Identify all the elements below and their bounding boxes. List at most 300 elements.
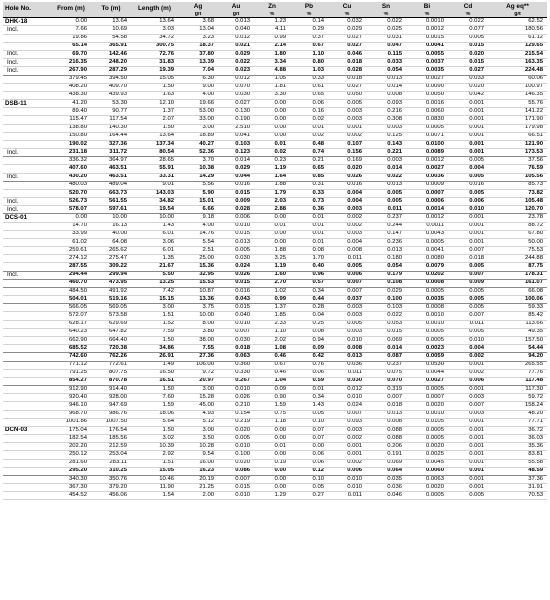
table-cell: 0.011 [328,369,366,377]
table-cell: 33.00 [178,116,218,124]
table-cell: 0.0044 [406,369,448,377]
table-cell: 0.005 [448,287,488,295]
hole-number-cell [3,377,51,385]
table-cell: 250.12 [51,451,91,459]
table-cell: 0.015 [218,304,254,312]
table-cell: 0.0010 [406,410,448,418]
table-cell: 742.60 [51,353,91,361]
table-cell: 0.005 [366,189,406,197]
table-cell: 0.001 [448,386,488,394]
table-cell: 178.31 [488,271,547,279]
table-cell: 0.010 [218,320,254,328]
table-cell: 309.22 [91,263,131,271]
table-cell: 0.00 [254,124,290,132]
table-cell: 0.007 [328,279,366,287]
table-cell: 3.06 [131,238,178,246]
table-cell: 7.66 [51,26,91,34]
table-cell: 0.001 [448,149,488,157]
table-cell: 0.0027 [406,165,448,173]
table-cell: 0.064 [366,467,406,475]
table-row [3,435,547,443]
table-cell: 0.0037 [406,59,448,67]
table-cell: 85.73 [488,181,547,189]
table-cell: 65.14 [51,42,91,50]
table-cell: 75.53 [488,247,547,255]
table-cell: 0.005 [448,296,488,304]
table-cell: 0.0007 [406,189,448,197]
table-cell: 0.01 [290,238,328,246]
table-cell: 3.00 [178,124,218,132]
column-header: Zn [254,2,290,12]
table-cell: 0.115 [366,50,406,58]
table-cell: 0.28 [290,304,328,312]
table-cell: 0.007 [218,475,254,483]
table-cell: 70.53 [488,492,547,500]
table-cell: 0.0005 [406,426,448,434]
table-cell: 0.31 [290,181,328,189]
table-cell: 143.03 [131,189,178,197]
table-cell: 0.36 [290,206,328,214]
table-cell: 5.50 [131,271,178,279]
table-cell: 491.92 [91,287,131,295]
table-cell: 120.70 [488,206,547,214]
table-cell: 0.191 [366,451,406,459]
table-cell: 0.002 [448,369,488,377]
table-cell: 0.013 [366,75,406,83]
table-row [3,426,547,434]
table-cell: 0.003 [328,108,366,116]
table-cell: 19.39 [131,67,178,75]
table-cell: 0.020 [218,459,254,467]
table-cell: 0.003 [448,410,488,418]
table-cell: 0.003 [328,328,366,336]
table-cell: 13.39 [178,59,218,67]
table-cell: 0.267 [218,377,254,385]
table-cell: 0.02 [290,132,328,140]
table-row [3,124,547,132]
table-cell: 0.0009 [406,181,448,189]
table-cell: 0.23 [254,157,290,165]
table-row [3,467,547,475]
table-cell: 0.093 [328,418,366,426]
table-cell: 0.00 [51,214,91,222]
table-cell: 0.005 [366,198,406,206]
table-cell: 48.59 [488,467,547,475]
table-cell: 27.36 [178,353,218,361]
table-row [3,369,547,377]
table-cell: 0.013 [366,247,406,255]
column-unit: % [290,12,328,18]
table-cell: 0.0025 [406,451,448,459]
table-cell: 0.069 [366,337,406,345]
hole-number-cell [3,328,51,336]
table-cell: 38.00 [178,337,218,345]
table-cell: 0.25 [290,320,328,328]
table-cell: 0.103 [218,140,254,148]
table-cell: 0.008 [366,418,406,426]
table-cell: 9.00 [178,83,218,91]
hole-number-cell [3,124,51,132]
table-cell: 67.80 [488,230,547,238]
hole-number-cell [3,132,51,140]
table-cell: 0.008 [328,247,366,255]
table-cell: 0.0005 [406,386,448,394]
table-cell: 1.59 [131,402,178,410]
table-cell: 0.013 [218,238,254,246]
hole-number-cell [3,443,51,451]
table-cell: 0.001 [448,475,488,483]
table-cell: 0.018 [366,402,406,410]
table-cell: 1.60 [254,271,290,279]
hole-number-cell [3,247,51,255]
table-cell: 1.59 [254,402,290,410]
table-cell: 7.60 [131,394,178,402]
table-cell: 0.29 [290,26,328,34]
table-cell: 40.00 [91,230,131,238]
table-cell: 141.22 [488,108,547,116]
hole-number-cell [3,189,51,197]
table-cell: 0.063 [218,353,254,361]
table-cell: 18.06 [131,410,178,418]
table-cell: 0.006 [328,271,366,279]
table-cell: 566.05 [51,304,91,312]
table-cell: 28.65 [131,157,178,165]
table-cell: 1.29 [254,492,290,500]
table-cell: 504.01 [51,296,91,304]
table-cell: 0.020 [448,50,488,58]
table-row [3,222,547,230]
table-cell: 1.10 [254,328,290,336]
table-cell: 572.07 [51,312,91,320]
table-cell: 311.72 [91,149,131,157]
table-cell: 163.35 [488,59,547,67]
table-cell: 146.35 [488,91,547,99]
table-cell: 0.0005 [406,238,448,246]
table-cell: 18.37 [178,42,218,50]
hole-number-cell [3,410,51,418]
table-cell: 0.0012 [406,214,448,222]
hole-number-cell [3,42,51,50]
table-cell: 150.80 [51,132,91,140]
table-cell: 920.40 [51,394,91,402]
table-row [3,492,547,500]
table-cell: 463.51 [91,173,131,181]
table-row [3,75,547,83]
table-cell: 2.92 [131,451,178,459]
table-cell: 0.054 [366,263,406,271]
table-cell: 438.30 [51,91,91,99]
table-cell: 0.0020 [406,443,448,451]
table-cell: 36.03 [488,435,547,443]
table-cell: 12.10 [131,100,178,108]
hole-number-cell [3,418,51,426]
table-cell: 854.27 [51,377,91,385]
column-header: Au [218,2,254,12]
table-cell: 0.014 [218,157,254,165]
table-cell: 597.61 [91,206,131,214]
table-cell: 0.154 [218,410,254,418]
table-cell: 0.010 [328,484,366,492]
table-cell: 519.16 [91,296,131,304]
table-cell: 13.04 [178,26,218,34]
table-cell: 0.029 [218,165,254,173]
table-cell: 0.0530 [406,361,448,369]
table-cell: 0.004 [448,345,488,353]
table-cell: 1007.50 [91,418,131,426]
table-cell: 0.006 [448,377,488,385]
table-cell: 1.63 [131,91,178,99]
table-cell: 0.002 [328,459,366,467]
table-cell: 0.030 [218,91,254,99]
table-cell: 0.022 [366,312,406,320]
table-cell: 762.26 [91,353,131,361]
table-cell: 9.72 [178,369,218,377]
table-cell: 0.179 [366,271,406,279]
table-cell: 0.007 [448,247,488,255]
table-cell: 0.80 [290,59,328,67]
table-cell: 59.72 [488,394,547,402]
table-cell: 61.12 [488,34,547,42]
table-cell: 0.005 [328,263,366,271]
table-cell: 947.69 [91,402,131,410]
table-cell: 9.01 [131,181,178,189]
table-cell: 185.56 [91,435,131,443]
table-cell: 16.00 [178,459,218,467]
table-cell: 640.23 [51,328,91,336]
table-cell: 90.77 [91,108,131,116]
table-cell: 578.07 [51,206,91,214]
table-cell: 253.04 [91,451,131,459]
column-unit: g/t [488,12,547,18]
table-cell: 0.169 [328,157,366,165]
table-cell: 629.69 [91,320,131,328]
table-cell: 0.0023 [406,345,448,353]
table-cell: 176.54 [91,426,131,434]
table-cell: 0.0059 [406,353,448,361]
table-row [3,238,547,246]
table-cell: 0.044 [218,173,254,181]
table-cell: 430.20 [51,173,91,181]
table-row [3,418,547,426]
table-cell: 138.80 [51,124,91,132]
table-cell: 0.0014 [406,206,448,214]
table-cell: 0.046 [366,492,406,500]
hole-number-cell [3,435,51,443]
table-cell: 34.72 [131,34,178,42]
table-cell: 0.237 [366,214,406,222]
table-row [3,157,547,165]
table-cell: 0.0005 [406,492,448,500]
table-cell: 10.00 [178,312,218,320]
table-cell: 772.61 [91,361,131,369]
table-header [3,2,547,18]
table-cell: 0.054 [366,67,406,75]
table-cell: 0.01 [254,222,290,230]
table-cell: 6.30 [178,75,218,83]
table-cell: 0.27 [290,492,328,500]
table-cell: 0.069 [366,459,406,467]
table-cell: 0.01 [290,230,328,238]
table-cell: 0.010 [218,386,254,394]
table-row [3,181,547,189]
table-cell: 0.001 [328,443,366,451]
table-cell: 662.90 [51,337,91,345]
table-cell: 35.36 [488,443,547,451]
table-cell: 1.50 [131,426,178,434]
table-cell: 7.04 [178,67,218,75]
table-row [3,42,547,50]
table-cell: 32.95 [178,271,218,279]
table-cell: 0.020 [218,426,254,434]
table-cell: 0.0020 [406,402,448,410]
hole-number-cell [3,181,51,189]
table-cell: 473.95 [91,279,131,287]
table-cell: 0.004 [328,198,366,206]
table-cell: 0.09 [290,345,328,353]
table-cell: 14.76 [178,230,218,238]
table-row [3,108,547,116]
table-cell: 180.56 [488,26,547,34]
table-cell: 0.67 [254,361,290,369]
table-cell: 60.06 [488,75,547,83]
table-cell: 117.54 [91,116,131,124]
table-cell: 0.01 [290,222,328,230]
table-cell: 0.14 [290,18,328,26]
table-cell: 0.73 [290,198,328,206]
table-cell: 54.44 [488,345,547,353]
table-cell: 10.28 [178,443,218,451]
table-cell: 365.91 [91,42,131,50]
table-row [3,353,547,361]
table-cell: 0.0045 [406,459,448,467]
table-cell: 0.016 [218,287,254,295]
table-cell: 55.58 [488,459,547,467]
table-cell: 19.66 [178,100,218,108]
table-cell: 0.024 [218,263,254,271]
table-cell: 0.33 [290,75,328,83]
table-cell: 3.34 [254,59,290,67]
table-cell: 10.00 [91,214,131,222]
table-cell: 1.50 [131,337,178,345]
table-cell: 41.20 [51,100,91,108]
table-cell: 0.005 [448,189,488,197]
table-cell: 66.08 [488,287,547,295]
table-cell: 0.010 [328,337,366,345]
table-cell: 3.02 [131,435,178,443]
table-cell: 0.010 [218,443,254,451]
table-cell: 62.52 [488,18,547,26]
hole-number-cell [3,369,51,377]
column-unit: g/t [218,12,254,18]
table-cell: 0.007 [218,328,254,336]
table-cell: 23.78 [488,214,547,222]
table-cell: 0.0005 [406,435,448,443]
table-cell: 87.75 [488,263,547,271]
table-cell: 0.0202 [406,271,448,279]
table-row [3,312,547,320]
table-row [3,394,547,402]
table-cell: 0.99 [254,34,290,42]
table-row [3,386,547,394]
table-cell: 0.00 [254,100,290,108]
table-cell: 9.54 [178,451,218,459]
table-cell: 2.02 [254,337,290,345]
table-cell: 0.0100 [406,140,448,148]
table-cell: 0.086 [218,467,254,475]
table-cell: 287.55 [51,263,91,271]
table-cell: 0.001 [448,132,488,140]
included-interval-label: Incl. [3,173,51,181]
table-cell: 0.44 [290,296,328,304]
table-cell: 327.36 [91,140,131,148]
table-cell: 0.015 [218,189,254,197]
table-cell: 0.99 [254,296,290,304]
table-cell: 61.02 [51,238,91,246]
table-cell: 0.0080 [406,255,448,263]
table-cell: 15.05 [131,467,178,475]
table-cell: 0.007 [328,410,366,418]
table-cell: 0.027 [328,83,366,91]
table-cell: 0.022 [366,18,406,26]
table-cell: 7.59 [131,328,178,336]
table-cell: 1.19 [254,263,290,271]
table-row [3,443,547,451]
table-row [3,484,547,492]
table-cell: 0.02 [290,116,328,124]
table-cell: 0.0089 [406,149,448,157]
hole-number-cell [3,230,51,238]
table-cell: 0.029 [366,287,406,295]
table-cell: 0.319 [366,386,406,394]
table-cell: 0.08 [290,247,328,255]
table-cell: 0.006 [218,214,254,222]
table-row [3,279,547,287]
table-cell: 3.80 [178,328,218,336]
table-cell: 0.015 [218,230,254,238]
table-cell: 10.87 [178,287,218,295]
table-cell: 0.67 [290,42,328,50]
table-cell: 16.51 [131,377,178,385]
table-cell: 0.041 [218,132,254,140]
table-cell: 350.76 [91,475,131,483]
table-cell: 20.97 [178,377,218,385]
table-cell: 489.04 [91,181,131,189]
table-cell: 0.006 [328,467,366,475]
table-cell: 53.00 [178,108,218,116]
table-cell: 0.0010 [406,320,448,328]
table-row [3,304,547,312]
table-cell: 59.33 [488,304,547,312]
table-cell: 0.143 [366,140,406,148]
table-cell: 0.028 [328,67,366,75]
table-cell: 0.004 [328,189,366,197]
table-cell: 14.29 [178,173,218,181]
table-cell: 1.80 [254,50,290,58]
table-cell: 628.17 [51,320,91,328]
hole-number-cell [3,296,51,304]
column-unit: g/t [178,12,218,18]
included-interval-label: Incl. [3,206,51,214]
table-cell: 2.51 [178,247,218,255]
table-cell: 0.0012 [406,157,448,165]
table-cell: 19.54 [131,206,178,214]
table-cell: 0.004 [328,238,366,246]
table-cell: 1.51 [131,312,178,320]
column-header: Cu [328,2,366,12]
table-cell: 0.040 [218,312,254,320]
table-cell: 53.30 [91,100,131,108]
table-cell: 0.05 [290,410,328,418]
